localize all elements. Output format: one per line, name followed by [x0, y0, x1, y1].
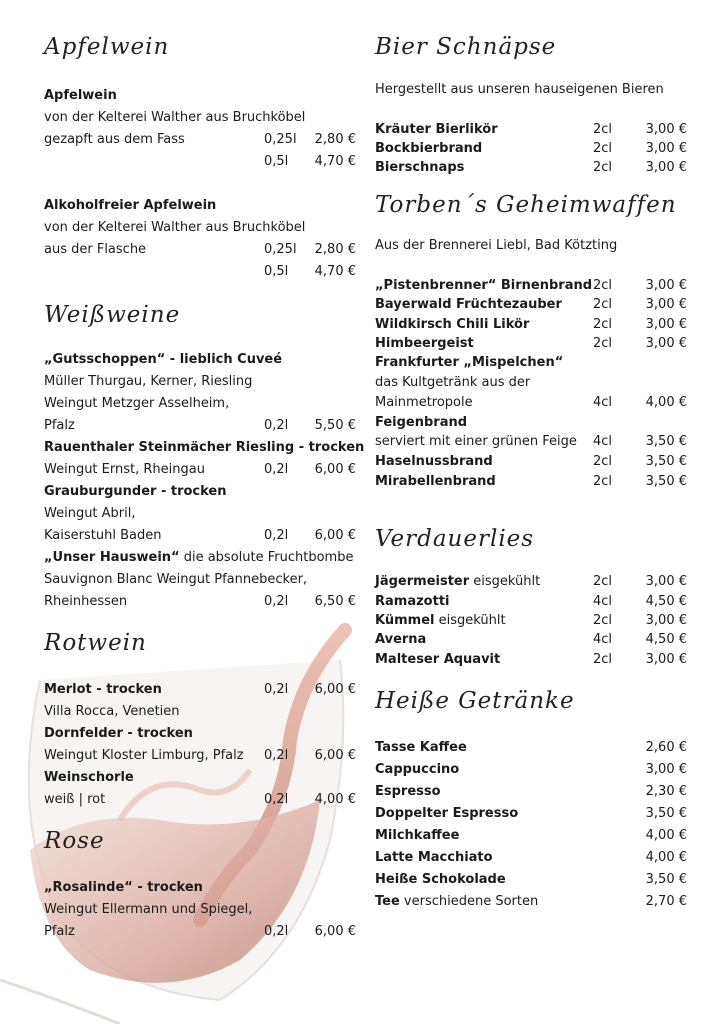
item-price: 3,00 € — [645, 141, 687, 156]
item-price: 2,80 € — [314, 132, 356, 147]
item-name: Malteser Aquavit — [375, 652, 501, 667]
item-volume: 2cl — [593, 474, 613, 489]
item-desc: Mainmetropole — [375, 395, 473, 410]
menu-row — [375, 782, 687, 802]
section-title-rotwein: Rotwein — [44, 630, 147, 656]
item-price: 2,60 € — [645, 740, 687, 755]
item-name: Haselnussbrand — [375, 454, 493, 469]
item-price: 6,00 € — [314, 924, 356, 939]
item-price: 6,00 € — [314, 682, 356, 697]
item-name: Kräuter Bierlikör — [375, 122, 498, 137]
item-price: 6,00 € — [314, 462, 356, 477]
item-name: Wildkirsch Chili Likör — [375, 317, 530, 332]
item-volume: 2cl — [593, 122, 613, 137]
item-name: Rauenthaler Steinmächer Riesling - trocken — [44, 440, 365, 455]
menu-row — [375, 139, 687, 159]
item-name: Merlot - trocken — [44, 682, 162, 697]
menu-row — [44, 416, 356, 436]
item-name: „Gutsschoppen“ - lieblich Cuveé — [44, 352, 283, 367]
item-name: Bockbierbrand — [375, 141, 483, 156]
menu-row — [44, 130, 356, 150]
item-name: „Rosalinde“ - trocken — [44, 880, 203, 895]
item-price: 3,50 € — [645, 474, 687, 489]
item-name: Averna — [375, 632, 427, 647]
item-volume: 4cl — [593, 434, 613, 449]
section-title-rose: Rose — [44, 828, 105, 854]
menu-row — [375, 572, 687, 592]
item-note: eisgekühlt — [469, 574, 541, 589]
item-price: 4,00 € — [645, 850, 687, 865]
item-price: 3,00 € — [645, 336, 687, 351]
item-desc: Kaiserstuhl Baden — [44, 528, 162, 543]
item-volume: 2cl — [593, 297, 613, 312]
item-name: Tee — [375, 894, 400, 909]
item-price: 3,00 € — [645, 574, 687, 589]
item-name: Frankfurter „Mispelchen“ — [375, 355, 564, 370]
item-volume: 2cl — [593, 317, 613, 332]
item-price: 3,00 € — [645, 122, 687, 137]
item-name: Bierschnaps — [375, 160, 465, 175]
section-intro: Aus der Brennerei Liebl, Bad Kötzting — [375, 238, 618, 253]
section-intro: Hergestellt aus unseren hauseigenen Bieren — [375, 82, 664, 97]
item-volume: 2cl — [593, 278, 613, 293]
item-volume: 0,2l — [264, 594, 289, 609]
menu-row — [44, 680, 356, 700]
item-name: Grauburgunder - trocken — [44, 484, 227, 499]
item-price: 3,50 € — [645, 454, 687, 469]
item-price: 3,00 € — [645, 762, 687, 777]
menu-row — [375, 870, 687, 890]
item-name: Tasse Kaffee — [375, 740, 467, 755]
item-note: verschiedene Sorten — [399, 894, 539, 909]
menu-row — [375, 592, 687, 612]
item-price: 3,50 € — [645, 434, 687, 449]
item-volume: 0,2l — [264, 682, 289, 697]
item-price: 2,70 € — [645, 894, 687, 909]
item-volume: 0,5l — [264, 264, 289, 279]
item-price: 3,00 € — [645, 317, 687, 332]
item-price: 6,00 € — [314, 748, 356, 763]
item-name: Latte Macchiato — [375, 850, 493, 865]
menu-row — [44, 262, 356, 282]
item-desc: Weingut Ellermann und Spiegel, — [44, 902, 253, 917]
item-price: 3,50 € — [645, 872, 687, 887]
item-desc: Rheinhessen — [44, 594, 128, 609]
item-volume: 4cl — [593, 395, 613, 410]
item-volume: 0,2l — [264, 528, 289, 543]
menu-row — [375, 804, 687, 824]
menu-row — [375, 826, 687, 846]
item-desc: von der Kelterei Walther aus Bruchköbel — [44, 110, 306, 125]
menu-row — [375, 276, 687, 296]
item-price: 5,50 € — [314, 418, 356, 433]
item-desc: serviert mit einer grünen Feige — [375, 434, 577, 449]
section-title-torben: Torben´s Geheimwaffen — [375, 192, 677, 218]
item-name: „Pistenbrenner“ Birnenbrand — [375, 278, 593, 293]
item-volume: 2cl — [593, 574, 613, 589]
menu-row — [375, 334, 687, 354]
section-title-verdauerlies: Verdauerlies — [375, 526, 535, 552]
item-desc: Pfalz — [44, 418, 75, 433]
item-volume: 2cl — [593, 454, 613, 469]
item-name: Ramazotti — [375, 594, 450, 609]
menu-row — [375, 315, 687, 335]
menu-row — [44, 922, 356, 942]
item-desc: Weingut Abril, — [44, 506, 136, 521]
item-desc: weiß | rot — [44, 792, 106, 807]
item-price: 4,50 € — [645, 594, 687, 609]
item-volume: 4cl — [593, 632, 613, 647]
item-desc: Weingut Metzger Asselheim, — [44, 396, 230, 411]
menu-row — [44, 152, 356, 172]
item-desc: Pfalz — [44, 924, 75, 939]
menu-row — [375, 630, 687, 650]
menu-row — [375, 158, 687, 178]
item-name: Bayerwald Früchtezauber — [375, 297, 562, 312]
menu-row — [44, 592, 356, 612]
menu-row — [375, 393, 687, 413]
item-note: die absolute Fruchtbombe — [179, 550, 354, 565]
item-name: Mirabellenbrand — [375, 474, 496, 489]
item-price: 2,80 € — [314, 242, 356, 257]
section-title-apfelwein: Apfelwein — [44, 34, 170, 60]
item-price: 3,00 € — [645, 652, 687, 667]
menu-row — [375, 848, 687, 868]
item-desc: gezapft aus dem Fass — [44, 132, 185, 147]
item-name: Espresso — [375, 784, 441, 799]
item-volume: 0,2l — [264, 462, 289, 477]
item-volume: 2cl — [593, 336, 613, 351]
item-name: Alkoholfreier Apfelwein — [44, 198, 217, 213]
menu-row — [375, 611, 687, 631]
section-title-weissweine: Weißweine — [44, 302, 181, 328]
menu-row — [375, 452, 687, 472]
item-price: 3,00 € — [645, 613, 687, 628]
item-volume: 0,25l — [264, 132, 297, 147]
item-volume: 2cl — [593, 160, 613, 175]
item-volume: 0,25l — [264, 242, 297, 257]
item-price: 4,50 € — [645, 632, 687, 647]
item-volume: 4cl — [593, 594, 613, 609]
item-name: Milchkaffee — [375, 828, 460, 843]
item-price: 4,70 € — [314, 264, 356, 279]
item-price: 6,00 € — [314, 528, 356, 543]
item-price: 4,70 € — [314, 154, 356, 169]
item-price: 6,50 € — [314, 594, 356, 609]
menu-row — [44, 240, 356, 260]
menu-row — [375, 432, 687, 452]
item-price: 4,00 € — [314, 792, 356, 807]
item-price: 3,00 € — [645, 160, 687, 175]
item-name: Feigenbrand — [375, 415, 468, 430]
menu-row — [375, 738, 687, 758]
item-volume: 0,2l — [264, 924, 289, 939]
menu-row — [375, 295, 687, 315]
item-name: Jägermeister — [375, 574, 470, 589]
item-volume: 2cl — [593, 141, 613, 156]
item-name: Cappuccino — [375, 762, 460, 777]
item-name: Himbeergeist — [375, 336, 474, 351]
menu-row — [44, 548, 356, 568]
item-name: Dornfelder - trocken — [44, 726, 193, 741]
menu-row — [375, 760, 687, 780]
item-price: 4,00 € — [645, 395, 687, 410]
item-note: eisgekühlt — [434, 613, 506, 628]
section-title-bier: Bier Schnäpse — [375, 34, 557, 60]
menu-row — [375, 650, 687, 670]
item-name: Weinschorle — [44, 770, 134, 785]
item-name: Apfelwein — [44, 88, 117, 103]
item-desc: aus der Flasche — [44, 242, 147, 257]
item-desc: Müller Thurgau, Kerner, Riesling — [44, 374, 253, 389]
item-price: 4,00 € — [645, 828, 687, 843]
section-title-heisse-getraenke: Heiße Getränke — [375, 688, 575, 714]
menu-row — [44, 526, 356, 546]
menu-row — [44, 746, 356, 766]
item-desc: Weingut Ernst, Rheingau — [44, 462, 205, 477]
item-volume: 0,2l — [264, 748, 289, 763]
item-volume: 2cl — [593, 613, 613, 628]
item-name: „Unser Hauswein“ — [44, 550, 180, 565]
item-name: Heiße Schokolade — [375, 872, 506, 887]
item-price: 3,00 € — [645, 297, 687, 312]
menu-row — [375, 120, 687, 140]
item-volume: 2cl — [593, 652, 613, 667]
item-volume: 0,5l — [264, 154, 289, 169]
item-price: 3,00 € — [645, 278, 687, 293]
menu-row — [375, 892, 687, 912]
item-name: Doppelter Espresso — [375, 806, 519, 821]
item-price: 2,30 € — [645, 784, 687, 799]
item-desc: Weingut Kloster Limburg, Pfalz — [44, 748, 244, 763]
item-desc: das Kultgetränk aus der — [375, 375, 531, 390]
menu-row — [44, 790, 356, 810]
item-name: Kümmel — [375, 613, 435, 628]
menu-row — [375, 472, 687, 492]
item-volume: 0,2l — [264, 792, 289, 807]
item-volume: 0,2l — [264, 418, 289, 433]
menu-row — [44, 460, 356, 480]
item-desc: Villa Rocca, Venetien — [44, 704, 180, 719]
item-desc: Sauvignon Blanc Weingut Pfannebecker, — [44, 572, 308, 587]
item-desc: von der Kelterei Walther aus Bruchköbel — [44, 220, 306, 235]
item-price: 3,50 € — [645, 806, 687, 821]
